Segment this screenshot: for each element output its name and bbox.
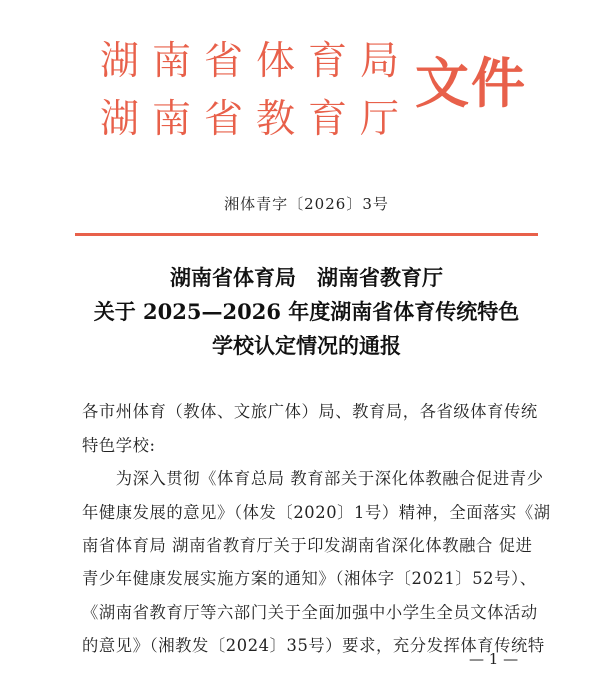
body-line: 青少年健康发展实施方案的通知》（湘体字〔2021〕52号）、 <box>82 569 537 588</box>
body-line: 特色学校: <box>82 436 156 455</box>
title-line-3: 学校认定情况的通报 <box>212 333 401 358</box>
document-number: 湘体青字〔2026〕3号 <box>224 195 389 213</box>
title-line-2: 关于 2025—2026 年度湖南省体育传统特色 <box>93 299 520 324</box>
body-line: 为深入贯彻《体育总局 教育部关于深化体教融合促进青少 <box>82 469 544 488</box>
body-line: 南省体育局 湖南省教育厅关于印发湖南省深化体教融合 促进 <box>82 536 533 555</box>
body-line: 《湖南省教育厅等六部门关于全面加强中小学生全员文体活动 <box>82 603 538 622</box>
page-number: — 1 — <box>469 650 519 668</box>
body-line: 年健康发展的意见》（体发〔2020〕1号）精神，全面落实《湖 <box>82 503 551 522</box>
body-line: 各市州体育（教体、文旅广体）局、教育局，各省级体育传统 <box>82 402 538 421</box>
red-separator-line <box>75 233 538 236</box>
title-line-1: 湖南省体育局 湖南省教育厅 <box>170 265 443 290</box>
body-line: 的意见》（湘教发〔2024〕35号）要求，充分发挥体育传统特 <box>82 636 545 655</box>
issuer-sports-bureau: 湖南省体育局 <box>100 39 413 84</box>
issuer-education-department: 湖南省教育厅 <box>100 97 413 142</box>
doc-type-label: 文件 <box>415 51 527 115</box>
